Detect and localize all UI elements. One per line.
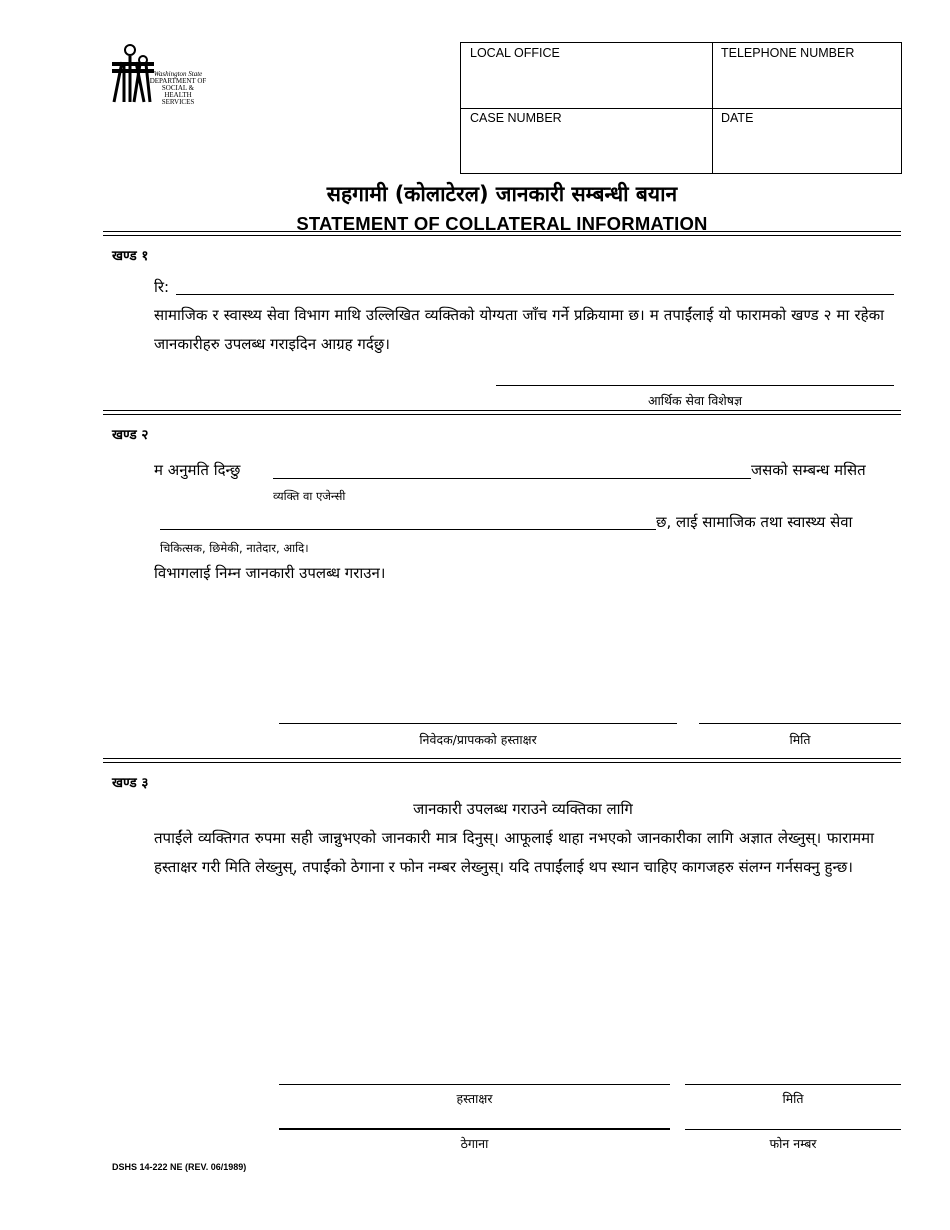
applicant-date-caption: मिति [789,732,811,747]
section1-paragraph: सामाजिक र स्वास्थ्य सेवा विभाग माथि उल्लिखित व्यक्तिको योग्यता जाँच गर्ने प्रक्रियामा छ। म तपाईंलाई यो फारामको खण्ड २ मा रहेका जानकारीहरु उपलब्ध गराइदिन आग्रह गर्दछु। [154,306,884,353]
applicant-signature-caption: निवेदक/प्रापकको हस्ताक्षर [419,732,537,747]
specialist-caption: आर्थिक सेवा विशेषज्ञ [647,393,743,408]
case-number-label: CASE NUMBER [470,111,562,125]
informant-signature-caption: हस्ताक्षर [456,1091,493,1106]
relation-line[interactable] [160,529,656,530]
line2-suffix: छ, लाई सामाजिक तथा स्वास्थ्य सेवा [656,513,853,531]
logo-text: Washington State DEPARTMENT OF SOCIAL & HEALTH SERVICES [149,70,207,106]
section3-paragraph: तपाईंले व्यक्तिगत रुपमा सही जान्नुभएको जानकारी मात्र दिनुस्। आफूलाई थाहा नभएको जानकारीका लागि अज्ञात लेख्नुस्। फाराममा हस्ताक्षर गरी मिति लेख्नुस्, तपाईंको ठेगाना र फोन नम्बर लेख्नुस्। यदि तपाईंलाई थप स्थान चाहिए कागजहरु संलग्न गर्नसक्नु हुन्छ। [154,829,874,876]
re-line[interactable] [176,294,894,295]
informant-phone-caption: फोन नम्बर [769,1136,817,1151]
section3-heading: खण्ड ३ [112,775,149,791]
divider-3 [103,758,901,763]
informant-phone-line[interactable] [685,1129,901,1130]
section2-heading: खण्ड २ [112,427,149,443]
applicant-date-line[interactable] [699,723,901,724]
permit-prefix: म अनुमति दिन्छु [154,461,241,479]
relation-suffix: जसको सम्बन्ध मसित [751,461,866,479]
informant-address-line[interactable] [279,1128,670,1130]
telephone-number-label: TELEPHONE NUMBER [721,46,855,60]
informant-date-caption: मिति [782,1091,804,1106]
line3-text: विभागलाई निम्न जानकारी उपलब्ध गराउन। [154,564,386,582]
re-label: रि: [154,278,170,296]
title-nepali: सहगामी (कोलाटेरल) जानकारी सम्बन्धी बयान [326,182,678,206]
applicant-signature-line[interactable] [279,723,677,724]
specialist-signature-line[interactable] [496,385,894,386]
divider-1 [103,231,901,236]
informant-address-caption: ठेगाना [460,1136,489,1151]
divider-2 [103,410,901,415]
relation-examples-caption: चिकित्सक, छिमेकी, नातेदार, आदि। [160,541,309,555]
header-fields-table [460,42,902,174]
local-office-label: LOCAL OFFICE [470,46,560,60]
section3-subtitle: जानकारी उपलब्ध गराउने व्यक्तिका लागि [413,800,633,818]
title-english: STATEMENT OF COLLATERAL INFORMATION [296,213,708,234]
date-label: DATE [721,111,754,125]
section1-heading: खण्ड १ [112,248,149,264]
person-agency-caption: व्यक्ति वा एजेन्सी [273,489,346,503]
informant-signature-line[interactable] [279,1084,670,1085]
form-number: DSHS 14-222 NE (REV. 06/1989) [112,1162,247,1172]
informant-date-line[interactable] [685,1084,901,1085]
dshs-logo [110,44,210,104]
person-agency-line[interactable] [273,478,751,479]
